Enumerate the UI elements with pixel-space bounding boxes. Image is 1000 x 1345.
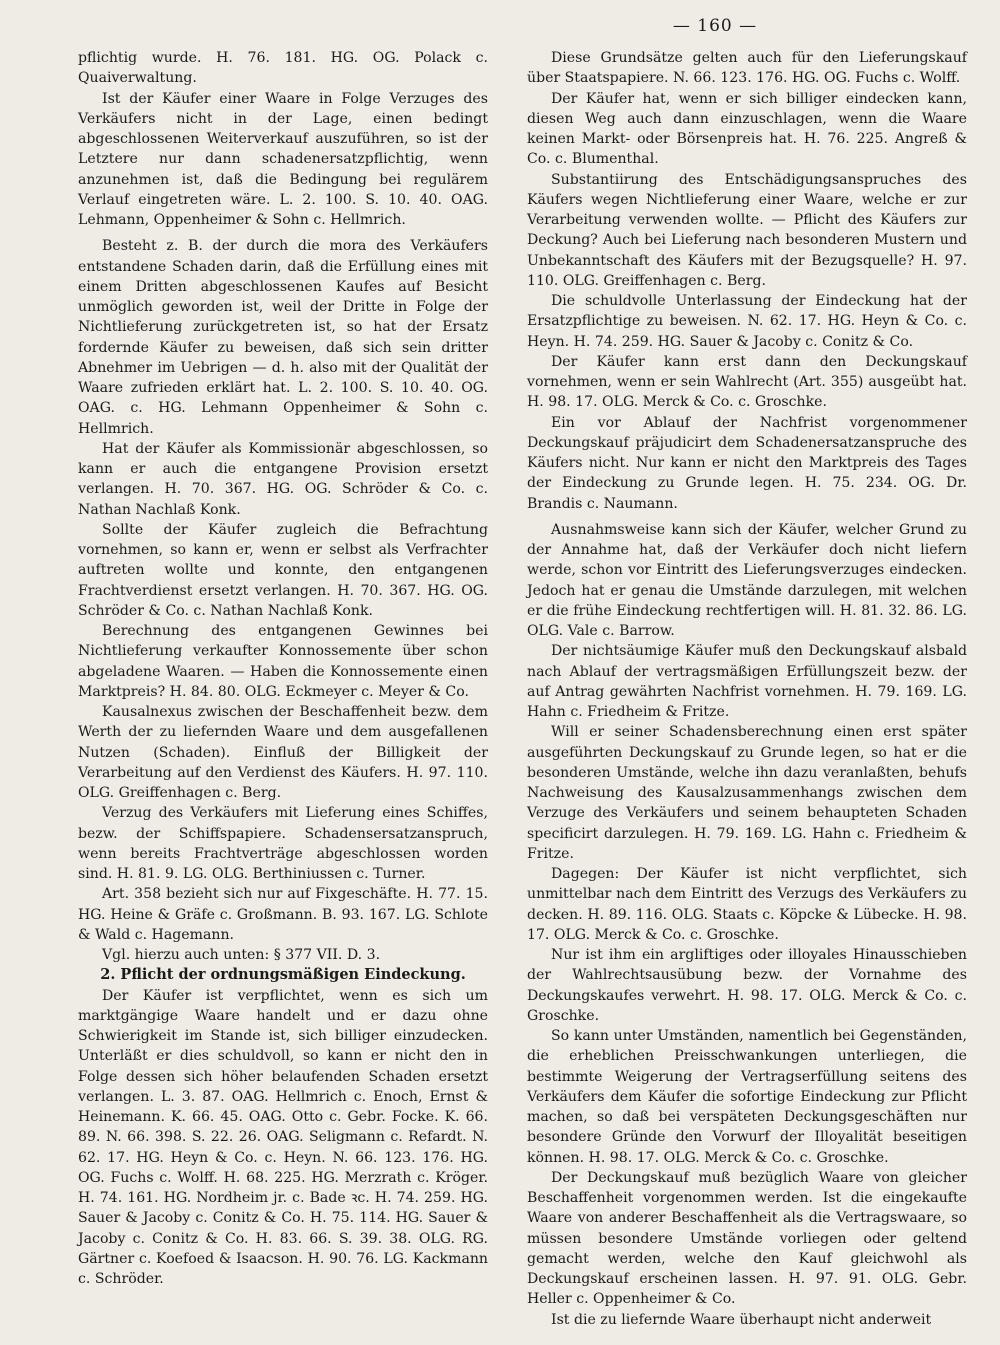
paragraph: pflichtig wurde. H. 76. 181. HG. OG. Polack c. Quaiverwaltung.: [78, 50, 488, 87]
paragraph: Will er seiner Schadensberechnung einen erst später ausgeführten Deckungskauf zu Grunde legen, so hat er die besonderen Umstände, welche ihn dazu veranlaßten, behufs Nachweisung des Kausalzusammenhangs zwischen dem Verzuge des Verkäufers und seinem behaupteten Schaden specificirt darzulegen. H. 79. 169. LG. Hahn c. Friedheim & Fritze.: [527, 724, 967, 862]
paragraph: Ist der Käufer einer Waare in Folge Verzuges des Verkäufers nicht in der Lage, einen bedingt abgeschlossenen Weiterverkauf auszuführen, so ist der Letztere nur dann schadenersatzpflichtig, wenn anzunehmen ist, daß die Bedingung bei regulärem Verlauf eingetreten wäre. L. 2. 100. S. 10. 40. OAG. Lehmann, Oppenheimer & Sohn c. Hellmrich.: [78, 90, 488, 228]
paragraph: Ist die zu liefernde Waare überhaupt nicht anderweit: [551, 1311, 932, 1328]
paragraph: Verzug des Verkäufers mit Lieferung eines Schiffes, bezw. der Schiffspapiere. Schadensersatzanspruch, wenn bereits Frachtverträge abgeschlossen worden sind. H. 81. 9. LG. OLG. Berthiniussen c. Turner.: [78, 805, 488, 882]
section-heading: 2. Pflicht der ordnungsmäßigen Eindeckung.: [100, 966, 466, 984]
paragraph: Nur ist ihm ein argliftiges oder illoyales Hinausschieben der Wahlrechtsausübung bezw. der Vornahme des Deckungskaufes verwehrt. H. 98. 17. OLG. Merck & Co. c. Groschke.: [527, 947, 967, 1024]
paragraph: Sollte der Käufer zugleich die Befrachtung vornehmen, so kann er, wenn er selbst als Verfrachter auftreten wollte und konnte, den entgangenen Frachtverdienst ersetzt verlangen. H. 70. 367. HG. OG. Schröder & Co. c. Nathan Nachlaß Konk.: [78, 521, 488, 619]
paragraph: Vgl. hierzu auch unten: § 377 VII. D. 3.: [102, 947, 381, 963]
paragraph: So kann unter Umständen, namentlich bei Gegenständen, die erheblichen Preisschwankungen unterliegen, die bestimmte Weigerung der Vertragserfüllung seitens des Verkäufers dem Käufer die sofortige Eindeckung zur Pflicht machen, so daß bei verspäteten Deckungsgeschäften nur besondere Gründe den Vorwurf der Illoyalität beseitigen können. H. 98. 17. OLG. Merck & Co. c. Groschke.: [527, 1028, 967, 1166]
paragraph: Der Käufer kann erst dann den Deckungskauf vornehmen, wenn er sein Wahlrecht (Art. 355) ausgeübt hat. H. 98. 17. OLG. Merck & Co. c. Groschke.: [527, 353, 967, 411]
paragraph: Der Käufer hat, wenn er sich billiger eindecken kann, diesen Weg auch dann einzuschlagen, wenn die Waare keinen Markt- oder Börsenpreis hat. H. 76. 225. Angreß & Co. c. Blumenthal.: [527, 90, 967, 168]
paragraph: Die schuldvolle Unterlassung der Eindeckung hat der Ersatzpflichtige zu beweisen. N. 62. 17. HG. Heyn & Co. c. Heyn. H. 74. 259. HG. Sauer & Jacoby c. Conitz & Co.: [527, 293, 967, 350]
paragraph: Hat der Käufer als Kommissionär abgeschlossen, so kann er auch die entgangene Provision ersetzt verlangen. H. 70. 367. HG. OG. Schröder & Co. c. Nathan Nachlaß Konk.: [78, 440, 488, 518]
paragraph: Ausnahmsweise kann sich der Käufer, welcher Grund zu der Annahme hat, daß der Verkäufer doch nicht liefern werde, schon vor Eintritt des Lieferungsverzuges eindecken. Jedoch hat er genau die Umstände darzulegen, mit welchen er die frühe Eindeckung rechtfertigen will. H. 81. 32. 86. LG. OLG. Vale c. Barrow.: [527, 521, 967, 639]
paragraph: Dagegen: Der Käufer ist nicht verpflichtet, sich unmittelbar nach dem Eintritt des Verzugs des Verkäufers zu decken. H. 89. 116. OLG. Staats c. Köpcke & Lübecke. H. 98. 17. OLG. Merck & Co. c. Groschke.: [527, 866, 967, 943]
paragraph: Ein vor Ablauf der Nachfrist vorgenommener Deckungskauf präjudicirt dem Schadenersatzanspruche des Käufers nicht. Nur kann er nicht den Marktpreis des Tages der Eindeckung zu Grunde legen. H. 75. 234. OG. Dr. Brandis c. Naumann.: [527, 414, 967, 512]
paragraph: Der Käufer ist verpflichtet, wenn es sich um marktgängige Waare handelt und er dazu ohne Schwierigkeit im Stande ist, sich billiger einzudecken. Unterläßt er dies schuldvoll, so kann er nicht den in Folge dessen sich höher belaufenden Schaden ersetzt verlangen. L. 3. 87. OAG. Hellmrich c. Enoch, Ernst & Heinemann. K. 66. 45. OAG. Otto c. Gebr. Focke. K. 66. 89. N. 66. 398. S. 22. 26. OAG. Seligmann c. Refardt. N. 62. 17. HG. Heyn & Co. c. Heyn. N. 66. 123. 176. HG. OG. Fuchs c. Wolff. H. 68. 225. HG. Merzrath c. Kröger. H. 74. 161. HG. Nordheim jr. c. Bade ꝛc. H. 74. 259. HG. Sauer & Jacoby c. Conitz & Co. H. 75. 114. HG. Sauer & Jacoby c. Conitz & Co. H. 83. 66. S. 39. 38. OLG. RG. Gärtner c. Koefoed & Isaacson. H. 90. 76. LG. Kackmann c. Schröder.: [78, 987, 488, 1287]
paragraph: Diese Grundsätze gelten auch für den Lieferungskauf über Staatspapiere. N. 66. 123. 176. HG. OG. Fuchs c. Wolff.: [527, 50, 967, 87]
page-header: [0, 16, 1000, 36]
page-number: — 160 —: [672, 16, 758, 36]
left-column: [78, 48, 488, 1289]
paragraph: Art. 358 bezieht sich nur auf Fixgeschäfte. H. 77. 15. HG. Heine & Gräfe c. Großmann. B. 93. 167. LG. Schlote & Wald c. Hagemann.: [78, 886, 488, 943]
paragraph: Besteht z. B. der durch die mora des Verkäufers entstandene Schaden darin, daß die Erfüllung eines mit einem Dritten abgeschlossenen Kaufes auf Besicht unmöglich geworden ist, weil der Dritte in Folge der Nichtlieferung zurückgetreten ist, so hat der Ersatz fordernde Käufer zu beweisen, daß sich sein dritter Abnehmer im Uebrigen — d. h. also mit der Qualität der Waare zufrieden erklärt hat. L. 2. 100. S. 10. 40. OG. OAG. c. HG. Lehmann Oppenheimer & Sohn c. Hellmrich.: [78, 238, 488, 437]
paragraph: Der Deckungskauf muß bezüglich Waare von gleicher Beschaffenheit vorgenommen werden. Ist die eingekaufte Waare von anderer Beschaffenheit als die Vertragswaare, so müssen besondere Umstände vorliegen oder geltend gemacht werden, welche den Kauf gleichwohl als Deckungskauf erscheinen lassen. H. 97. 91. OLG. Gebr. Heller c. Oppenheimer & Co.: [527, 1169, 967, 1308]
paragraph: Berechnung des entgangenen Gewinnes bei Nichtlieferung verkaufter Konnossemente über schon abgeladene Waaren. — Haben die Konnossemente einen Marktpreis? H. 84. 80. OLG. Eckmeyer c. Meyer & Co.: [78, 623, 488, 700]
right-column: [527, 48, 967, 1330]
paragraph: Kausalnexus zwischen der Beschaffenheit bezw. dem Werth der zu liefernden Waare und dem ausgefallenen Nutzen (Schaden). Einfluß der Billigkeit der Verarbeitung auf den Verdienst des Käufers. H. 97. 110. OLG. Greiffenhagen c. Berg.: [78, 704, 488, 801]
paragraph: Der nichtsäumige Käufer muß den Deckungskauf alsbald nach Ablauf der vertragsmäßigen Erfüllungszeit bezw. der auf Antrag gewährten Nachfrist vornehmen. H. 79. 169. LG. Hahn c. Friedheim & Fritze.: [527, 643, 967, 720]
paragraph: Substantiirung des Entschädigungsanspruches des Käufers wegen Nichtlieferung einer Waare, welche er zur Verarbeitung verwenden wollte. — Pflicht des Käufers zur Deckung? Auch bei Lieferung nach besonderen Mustern und Unbekanntschaft des Käufers mit der Bezugsquelle? H. 97. 110. OLG. Greiffenhagen c. Berg.: [527, 171, 967, 289]
